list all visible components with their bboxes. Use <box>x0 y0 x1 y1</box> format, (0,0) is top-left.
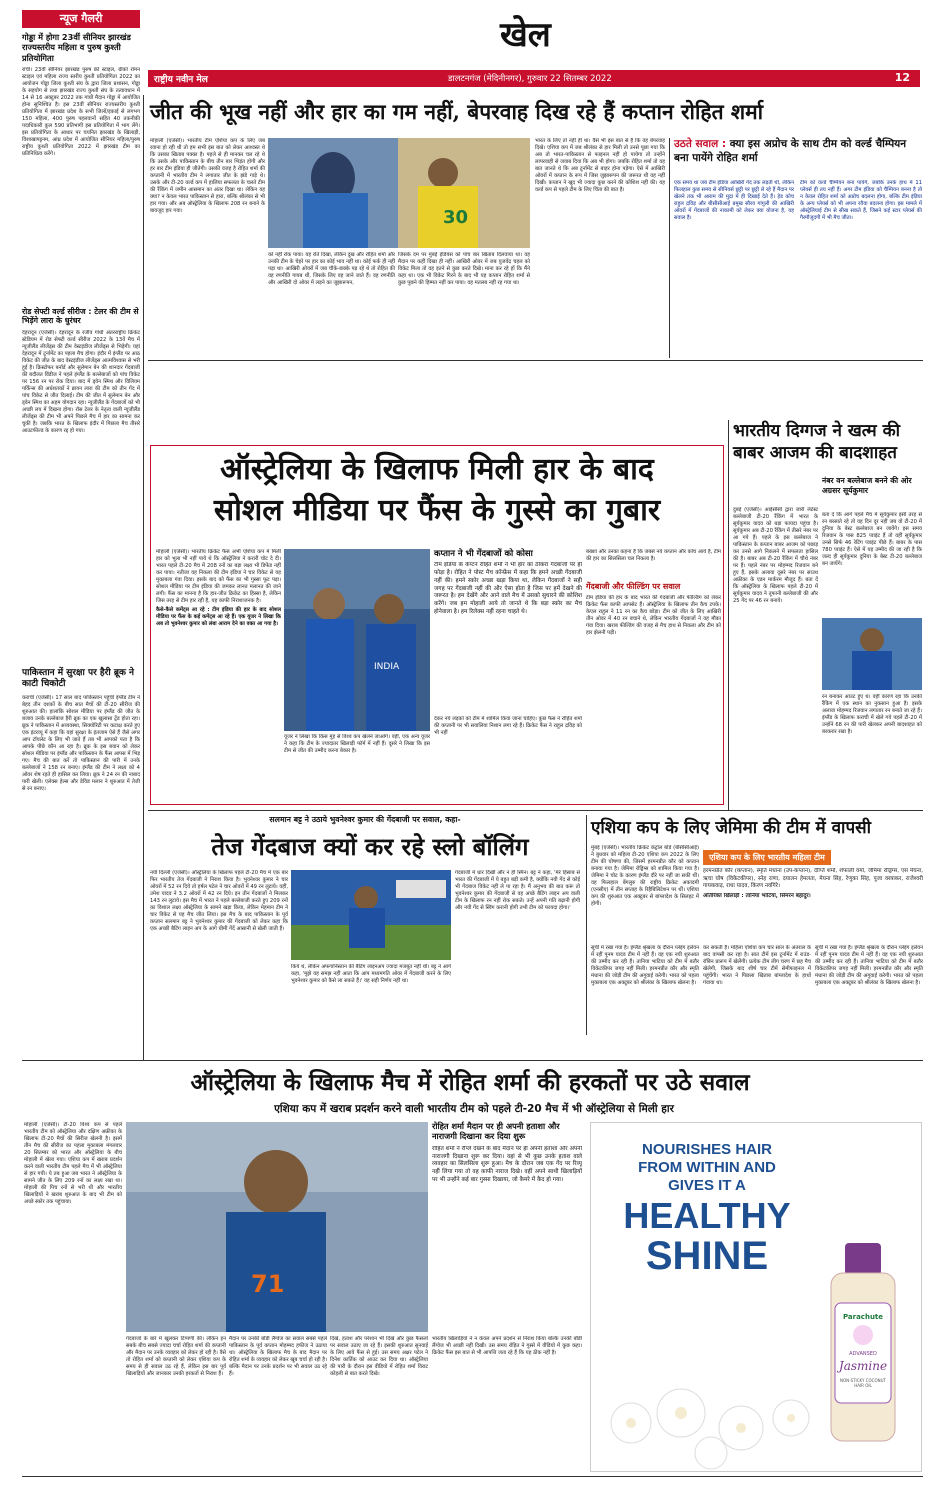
ad-headline: NOURISHES HAIR FROM WITHIN AND GIVES IT A HEALTHY SHINE <box>623 1141 791 1278</box>
jemimah-col4: सूची में रखा गया है। इंग्लैंड श्रृंखला के दौरान प्लेइंग इलेवन में रहीं पूनम यादव टीम में नहीं हैं। वह एक नयी शुरुआत की उम्मीद कर रही हैं। तानिया भाटिया को टीम में बतौर विकेटकीपर जगह नहीं मिली। हरमनप्रीत कौर और स्मृति मंधाना की जोड़ी टीम की अगुवाई करेगी। भारत को पहला मुकाबला एक अक्टूबर को श्रीलंका के खिलाफ खेलना है। <box>815 945 923 987</box>
babar-headline: भारतीय दिग्गज ने खत्म की बाबर आजम की बादशाहत <box>733 421 901 464</box>
bowling-col3: गेंदबाजी में धार दिखी और न ही स्पिन। बट्ट ने कहा, 'मेरे हिसाब से भारत की गेंदबाजी में ये बहुत बड़ी कमी है, क्योंकि नयी गेंद से कोई भी गेंदबाज विकेट नहीं ले पा रहा है। मैं अनुभव की बात करूं तो भुवनेश्वर कुमार की गेंदबाजी से वह अच्छे बैटिंग लाइन अप वाली टीम के खिलाफ रन नहीं रोक सकते। उन्हें अपनी गति बढ़ानी होगी और नयी गेंद से स्विंग करानी होगी तभी टीम को फायदा होगा।' <box>455 870 580 912</box>
india-team-box <box>703 845 923 941</box>
ad-label: NON-STICKY COCONUT HAIR OIL <box>840 1378 886 1388</box>
india-team-list: हरमनप्रीत कौर (कप्तान), स्मृति मंधाना (उप-कप्तान), दीप्ति शर्मा, शेफाली वर्मा, जेमिमा रोड्रिग्स, एस मेघना, ऋचा घोष (विकेटकीपर), स्नेह राणा, दयालन हेमलता, मेघना सिंह, रेणुका सिंह, पूजा वस्त्राकर, राजेश्वरी गायकवाड़, राधा यादव, किरण नवगिरे। <box>703 868 923 890</box>
story3-body: कराची (एजेंसी)। 17 साल बाद पाकिस्तान पहुंची इंग्लैंड टीम ने बेहद तीन दशकों के बीच सात मैचों की टी-20 सीरीज की शुरुआत की। हालांकि सोशल मीडिया पर इंग्लैंड की जीत के बजाय उनके बल्लेबाज हैरी ब्रूक का एक खुलासा ट्रेंड होता रहा। ब्रूक ने पाकिस्तान में अव्यवस्था, सिक्योरिटी पर कटाक्ष करते हुए एक इंटरव्यू में कहा कि यहां सुरक्षा के इंतजाम ऐसे हैं जैसे अगर आप टॉयलेट के लिए भी जाते हैं तब भी आपको पता है कि आपके पीछे कौन आ रहा है। ब्रूक के इस बयान को लेकर सोशल मीडिया पर इंग्लैंड और पाकिस्तान के फैंस आपस में भिड़ गए। मैच की बात करें तो पाकिस्तान की पारी में उनके बल्लेबाजों ने 158 रन बनाए। इंग्लैंड की टीम ने लक्ष्य को 4 ओवर शेष रहते ही हासिल कर लिया। ब्रूक ने 24 रन की नाबाद पारी खेली। एलेक्स हेल्स और डेविड मलान ने शुरुआत में तेजी से रन बनाए। <box>22 694 140 792</box>
lead-side-headline: क्या इस अप्रोच के साथ टीम को वर्ल्ड चैम्पियन बना पायेंगे रोहित शर्मा <box>674 138 907 164</box>
parachute-jasmine-ad <box>590 1122 922 1472</box>
lead-col3: जिसके दम पर मुंबई इंडियंस को पांच बार खिताब दिलवाया था। वह मैदान पर कहीं दिखा ही नहीं। आखिरी ओवर में जब युजवेंद्र चहल को विकेट मिला तो वह इतने से कुछ करते दिखे। माना कर रहे हों कि मैंने कहा था। एक भी विकेट गिरने के बाद भी यह कप्तान रोहित शर्मा से कुछ पूछने की हिम्मत नहीं कर पाया। वह मतलब नहीं रह गया था। <box>398 252 530 287</box>
rohit-col4: दिखे, हताश और परेशान भी दिखे और कुछ फैसलों पर सवाल उठाए जा रहे हैं। इसकी शुरुआत सुनवाई के लिए आये फैंस से हुई। उस समय अक्षर पटेल ने दिनेश कार्तिक को आउट कर दिया था। ऑस्ट्रेलिया की पारी के दौरान इस वीडियो में रोहित शर्मा विराट कोहली से बात करते दिखे। <box>330 1336 428 1378</box>
captain-box-body: टीम इंडिया के कैप्टन रोहित शर्मा ने भी हार का ठीकरा गेंदबाजों पर ही फोड़ा है। रोहित ने पोस्ट मैच कॉन्फ्रेंस में कहा कि हमने अच्छी गेंदबाजी नहीं की। हमने स्कोर अच्छा खड़ा किया था, लेकिन गेंदबाजों ने सही जगह पर गेंदबाजी नहीं की और ऐसा होता है जिस पर हमें देखने की जरूरत है। हम देखेंगे और आने वाले मैच में उसको सुधारने की कोशिश करेंगे। जब हम मोहाली आये तो जानते थे कि बड़ा स्कोर का मैच होनेवाला है। हम रिलेक्स नहीं रहना चाहते थे। <box>434 562 582 616</box>
team-india-photo <box>284 549 430 731</box>
jasmine-bottle <box>821 1243 905 1443</box>
lead-side-box <box>674 138 922 356</box>
lead-side-col1: एक समय था जब टीम इंडिया आखिरी गेंद तक लड़ती थी, लेकिन फिलहाल कुछ समय से सीनियर्स छुट्टी पर छुट्टी ले रहे हैं मैदान पर खेलने तक भी आराम की मुद्रा में ही दिखाई देते हैं। हेड कोच राहुल द्रविड़ और बीसीसीआई प्रमुख सौरव गांगुली की आखिरी ओवरों में गेंदबाजों की नाकामी को लेकर क्या योजना है, यह सवाल है। <box>674 180 794 222</box>
rohit-anger-body: रोहित शर्मा ने रीप्ले देखने के बाद मैदान पर ही अपनी हताशा और अपनी नाराजगी दिखाना शुरू कर दिया। वहां से भी कुछ उनके हताश वाले व्यवहार का सिलसिला शुरू हुआ। मैच के दौरान जब एक गेंद पर रिव्यू नहीं लिया गया तो वह काफी नाराज दिखे। वहीं अपने साथी खिलाड़ियों पर भी उन्होंने कई बार गुस्सा दिखाया, जो कैमरे में कैद हो गया। <box>432 1145 582 1183</box>
story1-body: रांची। 23वीं सीनियर झारखंड पुरुष फ्री स्टाइल, ग्रीको रोमन स्टाइल एवं महिला राज्य स्तरीय कुश्ती प्रतियोगिता 2022 का आयोजन गोड्डा जिला कुश्ती संघ के द्वारा जिला प्रशासन, गोड्डा के सहयोग से तथा झारखंड राज्य कुश्ती संघ के तत्वावधान में 14 से 16 अक्टूबर 2022 तक गांधी मैदान गोड्डा में आयोजित होना सुनिश्चित है। इस 23वीं सीनियर राज्यस्तरीय कुश्ती प्रतियोगिता में झारखंड प्रदेश के सभी जिलों/इकाई से लगभग 150 महिला, 400 पुरुष पहलवानों सहित 40 तकनीकी पदाधिकारी कुल 590 प्रतिभागी इस प्रतियोगिता में भाग लेंगे। इस प्रतियोगिता के आधार पर चयनित झारखंड के खिलाड़ी, विशाखापट्टनम, आंध्र प्रदेश में आयोजित सीनियर महिला/पुरुष राष्ट्रीय कुश्ती प्रतियोगिता 2022 में झारखंड टीम का प्रतिनिधित्व करेंगे। <box>22 66 140 157</box>
ad-brand: Parachute <box>842 1313 884 1321</box>
bhuvneshwar-photo <box>291 870 451 960</box>
rohit-anger-box <box>432 1122 582 1332</box>
svg-text:71: 71 <box>251 1270 285 1298</box>
svg-text:INDIA: INDIA <box>374 662 400 672</box>
rohit-sharma-photo <box>126 1122 428 1332</box>
svg-text:30: 30 <box>443 207 469 228</box>
dateline: डालटनगंज (मेदिनीनगर), गुरुवार 22 सितम्बर 2022 <box>448 74 612 84</box>
captain-box-head: कप्तान ने भी गेंदबाजों को कोसा <box>434 549 533 559</box>
lead-side-kicker: उठते सवाल : <box>674 138 727 150</box>
story2-head: रोड सेफ्टी वर्ल्ड सीरीज : टेलर की टीम से भिड़ेंगे लारा के धुरंधर <box>22 306 139 326</box>
section-title: खेल <box>500 15 551 55</box>
india-team-standby: अतिरिक्त खिलाड़ी : तानिया भाटिया, सिमरन बहादुर। <box>703 892 811 899</box>
date-bar <box>148 70 920 87</box>
rohit-col5: भारतीय खिलाड़ियों ने न केवल अपने प्रदर्शन से निराश किया बल्कि उनकी बॉडी लैंग्वेज भी अच्छी नहीं दिखी। उस समय रोहित ने गुस्से में वीडियो में कुछ कहा। क्रिकेट फैंस इस बात से भी आपत्ति जता रहे हैं कि यह ठीक नहीं है। <box>432 1336 582 1357</box>
rohit-anger-head: रोहित शर्मा मैदान पर ही अपनी हताशा और नाराजगी दिखाना कर दिया शुरू <box>432 1121 560 1141</box>
bowling-kicker: सलमान बट्ट ने उठाये भुवनेश्वर कुमार की गेंदबाजी पर सवाल, कहा- <box>269 815 461 824</box>
main-col3-sub: गेंदबाजी और फील्डिंग पर सवाल <box>586 582 681 591</box>
rohit-celebration-photo <box>268 138 530 248</box>
surya-photo <box>733 470 833 510</box>
jemimah-col3: कर सकती हैं। महिला एशिया कप चार साल के अंतराल के बाद वापसी कर रहा है। सात टीमें इस टूर्नामेंट में राउंड-रॉबिन प्रारूप में खेलेंगी। प्रत्येक टीम लीग चरण में छह मैच खेलेगी, जिसके बाद शीर्ष चार टीमें सेमीफाइनल में पहुंचेंगी। भारत ने पिछला खिताब बांग्लादेश के हाथों गंवाया था। <box>703 945 811 987</box>
jemimah-col2: सूची में रखा गया है। इंग्लैंड श्रृंखला के दौरान प्लेइंग इलेवन में रहीं पूनम यादव टीम में नहीं हैं। वह एक नयी शुरुआत की उम्मीद कर रही हैं। तानिया भाटिया को टीम में बतौर विकेटकीपर जगह नहीं मिली। हरमनप्रीत कौर और स्मृति मंधाना की जोड़ी टीम की अगुवाई करेगी। भारत को पहला मुकाबला एक अक्टूबर को श्रीलंका के खिलाफ खेलना है। <box>591 945 699 987</box>
rohit-kicker: एशिया कप में खराब प्रदर्शन करने वाली भारतीय टीम को पहले टी-20 मैच में भी ऑस्ट्रेलिया से मिली हार <box>274 1103 674 1115</box>
rohit-col3: मैदान पर उनकी बॉडी लैंग्वेज का सवाल सबसे पहले पाकिस्तान के पूर्व कप्तान मोहम्मद हफीज ने उठाया था। ऑस्ट्रेलिया के खिलाफ मैच के बाद मैदान पर रोहित शर्मा के व्यवहार को लेकर खूब चर्चा हो रही है। बल्कि मैदान पर उनके प्रदर्शन पर भी सवाल उठ रहे हैं। <box>229 1336 327 1378</box>
masthead <box>0 0 945 95</box>
rohit-col1: मोहाली (एजेंसी)। टी-20 विश्व कप से पहले भारतीय टीम को ऑस्ट्रेलिया और दक्षिण अफ्रीका के खिलाफ टी-20 मैचों की सिरीज खेलनी है। इसमें तीन मैच की सीरीज का पहला मुकाबला मंगलवार 20 सितम्बर को भारत और ऑस्ट्रेलिया के बीच मोहाली में खेला गया। एशिया कप में खराब प्रदर्शन करने वाली भारतीय टीम पहले मैच में भी ऑस्ट्रेलिया से हार गयी। ये तब हुआ जब भारत ने ऑस्ट्रेलिया के सामने जीत के लिए 209 रनों का लक्ष्य रखा था। मोहाली की पिच रनों से भरी थी और भारतीय खिलाड़ियों ने खराब शुरुआत के बाद भी टीम को अच्छे स्कोर तक पहुंचाया। <box>24 1122 122 1206</box>
main-col1-sub: कैसे-कैसे कमेंट्स आ रहे : टीम इंडिया की हार के बाद सोशल मीडिया पर फैंस के कई कमेंट्स आ रहे हैं। एक यूजर ने लिखा कि अब तो भुवनेश्वर कुमार को लंबा आराम देने का वक्त आ गया है। <box>156 607 281 628</box>
paper-name: राष्ट्रीय नवीन मेल <box>154 75 208 85</box>
india-team-head: एशिया कप के लिए भारतीय महिला टीम <box>703 850 831 865</box>
jasmine-flowers <box>591 1373 831 1472</box>
story2-body: देहरादून (एजेंसी)। देहरादून के रजीव गांधी अंतरराष्ट्रीय क्रिकेट स्टेडियम में रोड सेफ्टी वर्ल्ड सीरीज 2022 के 13वें मैच में न्यूजीलैंड लीजेंड्स की टीम वेस्टइंडीज लीजेंड्स से भिड़ेगी। यहां देहरादून में टूर्नामेंट का पहला मैच होगा। इंदौर में इंग्लैंड पर आठ विकेट की जीत के बाद वेस्टइंडीज लीजेंड्स आत्मविश्वास से भरी हुई है। क्रिस्टोफर बर्नार्ड और सुलेमान बेन की शानदार गेंदबाजी की बदौलत विंडीज ने पहले इंग्लैंड के बल्लेबाजों को पांच विकेट पर 156 रन पर रोक दिया। बाद में ड्वेन स्मिथ और विलियम पर्किन्स की अर्धशतकों ने ब्रायन लारा की टीम को तीन गेंद में पांच विकेट से जीत दिलाई। टीम की जीत में सुलेमान बेन और ड्वेन स्मिथ का अहम योगदान रहा। न्यूजीलैंड के गेंदबाजों को भी अच्छी लय में दिखना होगा। रॉस टेलर के नेतृत्व वाली न्यूजीलैंड लीजेंड्स की टीम भी अपने पिछले मैच में हार का सामना कर चुकी है। जबकि भारत के खिलाफ इंदौर में पिछला मैच तीसरे आउटफील्ड के कारण रद्द हो गया। <box>22 330 140 435</box>
bowling-col2: किये थे, लेकिन अफगानिस्तान की बैटिंग लाइनअप ज्यादा मजबूत नहीं थी। बट्ट ने आगे कहा, 'मुझे यह समझ नहीं आता कि आप मध्यमगति ओवर में गेंदबाजी करने के लिए भुवनेश्वर कुमार को कैसे ला सकते हैं।' वह सही निर्णय नहीं था। <box>291 964 451 985</box>
lead-headline: जीत की भूख नहीं और हार का गम नहीं, बेपरवाह दिख रहे हैं कप्तान रोहित शर्मा <box>150 99 764 124</box>
babar-sub: नंबर वन बल्लेबाज बनने की ओर अग्रसर सूर्यकुमार <box>822 476 912 495</box>
lead-side-col2: टीम को वर्ल्ड चैम्पियन बना पायेंगे, जबकि उनके हाथ में 11 प्लेयर्स ही तय नहीं हैं। अगर टीम इंडिया को चैम्पियन बनना है तो न केवल रोहित शर्मा को अप्रोच बदलना होगा, बल्कि टीम इंडिया के अन्य प्लेयर्स को भी अपना रवैया बदलना होगा। इस मामले में ऑस्ट्रेलियाई टीम से सीख सकते हैं, जिसने कई स्टार प्लेयर्स की गैरमौजूदगी में भी मैच जीता। <box>800 180 922 222</box>
babar-col3: रन बनाकर आउट हुए थे। वहीं कारण रहा कि उनकी रैंकिंग में एक स्थान का नुकसान हुआ है। इसके अलावा मोहम्मद रिजवान लगातार रन बनाते जा रहे हैं। इंग्लैंड के खिलाफ कराची में खेले गये पहले टी-20 में उन्होंने 68 रन की पारी खेलकर अपनी बादशाहत को बरकरार रखा है। <box>822 694 922 736</box>
jemimah-headline: एशिया कप के लिए जेमिमा की टीम में वापसी <box>591 818 871 838</box>
ad-product-sub: ADVANSED <box>849 1351 877 1357</box>
babar-col1: दुबई (एजेंसी)। आईसीसी द्वारा जारी लेटेस्ट बल्लेबाजी टी-20 रैंकिंग में भारत के सूर्यकुमार यादव को बड़ा फायदा पहुंचा है। सूर्यकुमार अब टी-20 रैंकिंग में तीसरे नंबर पर आ गये हैं। पहले के इस बल्लेबाज ने पाकिस्तान के कप्तान बाबर आजम को पछाड़ कर उनसे आगे निकलने में सफलता हासिल की है। बाबर अब टी-20 रैंकिंग में चौथे नंबर पर हैं। पहले नंबर पर मोहम्मद रिजवान बने हुए हैं, इसके अलावा दूसरे नंबर पर साउथ अफ्रीका के एडन मार्करम मौजूद हैं। बता दें कि ऑस्ट्रेलिया के खिलाफ पहले टी-20 में सूर्यकुमार यादव ने तूफानी बल्लेबाजी की और 25 गेंद पर 46 रन बनाये। <box>733 507 818 605</box>
main-col3-body: टीम इंडिया की हार के बाद भारत की गेंदबाजी और फील्डिंग को लेकर क्रिकेट फैंस काफी आपसेट हैं। ऑस्ट्रेलिया के खिलाफ तीन कैच टपके। केएल राहुल ने 11 रन का कैच छोड़ा। टीम को जीत के लिए आखिरी तीन ओवर में 40 रन बचाने थे, लेकिन भारतीय गेंदबाजों ने वह मौका गंवा दिया। खराब फील्डिंग की वजह से मैच हाथ से निकला और टीम को हार झेलनी पड़ी। <box>586 594 721 636</box>
jemimah-col1: मुंबई (एजेंसी)। भारतीय क्रिकेट कंट्रोल बोर्ड (बीसीसीआई) ने बुधवार को महिला टी-20 एशिया कप 2022 के लिए टीम की घोषणा की, जिसमें हरमनप्रीत कौर को कप्तान बनाया गया है। जेमिमा रोड्रिग्स को शामिल किया गया है। जेमिमा ने चोट के कारण इंग्लैंड दौरे पर नहीं जा सकी थीं। वह फिलहाल बेंगलुरु की राष्ट्रीय क्रिकेट अकादमी (एनसीए) में तीन सप्ताह के रिहैबिलिटेशन पर थीं। एशिया कप की शुरुआत एक अक्टूबर से बांग्लादेश के सिलहट में होगी। <box>591 845 699 908</box>
lead-col1: मोहाली (एजेंसी)। भारतीय टीम एशिया कप के लिए जब रवाना हो रही थी तो हम सभी इस बात को लेकर आश्वस्त थे कि उसका खिताब पक्का है। पहले से ही मानकर चल रहे थे कि उसके और पाकिस्तान के बीच तीन बार भिड़ंत होगी और हर बार टीम इंडिया ही जीतेगी। उसकी वजह है रोहित शर्मा की कप्तानी में भारतीय टीम ने लगातार जीत के झंडे गाड़े थे। उसके और टी-20 वर्ल्ड कप में हालिया सफलता के चलते टीम की रैंकिंग में जमीन आसमान का अंतर दिखा था। लेकिन यह क्या? न केवल भारत पाकिस्तान से हारा, बल्कि श्रीलंका से भी हार गया। और अब ऑस्ट्रेलिया के खिलाफ 208 रन बनाने के बावजूद हार गया। <box>150 138 265 215</box>
main-col1: मोहाली (एजेंसी)। भारतीय क्रिकेट फैंस अभी एशिया कप में मिली हार को भूला भी नहीं पाये थे कि ऑस्ट्रेलिया ने करारी चोट दे दी। भारत पहले टी-20 मैच में 208 रनों का बड़ा लक्ष्य भी डिफेंड नहीं कर पाया। नतीजा यह निकला की टीम इंडिया ने चार विकेट से यह मुकाबला गंवा दिया। इसके बाद को फैंस का भी गुस्सा फूट पड़ा। सोशल मीडिया पर टीम इंडिया की जमकर लानत मलानत की जाने लगी। फैंस का मानना है कि हार-जीत क्रिकेट का हिस्सा है, लेकिन जिस तरह से टीम हार रही है, यह काफी निराशाजनक है। कैसे-कैसे कमेंट्स आ रहे : टीम इंडिया की हार के बाद सोशल मीडिया पर फैंस के कई कमेंट्स आ रहे हैं। एक यूजर ने लिखा कि अब तो भुवनेश्वर कुमार को लंबा आराम देने का वक्त आ गया है। <box>156 549 281 628</box>
main-headline-line1: ऑस्ट्रेलिया के खिलाफ मिली हार के बाद <box>220 452 654 487</box>
lead-col2: को नहीं रोक पाया। यह रोते दिखा, लेकिन दुख और रोहित शर्मा और उनकी टीम के चेहरे पर हार का कोई भाव नहीं था। कोई फर्क ही नहीं पड़ा था। आखिरी ओवरों में जब चौके-छक्के पड़ रहे थे तो रोहित की वह रणनीति गायब थी, जिसके लिए वह जाने जाते हैं। वह रणनीति और आखिरी दो ओवर में लड़ने का जुझारूपन, <box>268 252 395 287</box>
sidebar-title: न्यूज गैलरी <box>22 10 140 28</box>
rohit-headline: ऑस्ट्रेलिया के खिलाफ मैच में रोहित शर्मा की हरकतों पर उठे सवाल <box>190 1069 750 1096</box>
captain-box <box>434 549 582 804</box>
bowling-headline: तेज गेंदबाज क्यों कर रहे स्लो बॉलिंग <box>211 832 529 861</box>
main-col3: बख्शा और उनका कहना है कि जबसे नये कप्तान और कोच आये हैं, टीम की हार का सिलसिला चल निकला है। गेंदबाजी और फील्डिंग पर सवाल टीम इंडिया की हार के बाद भारत की गेंदबाजी और फील्डिंग को लेकर क्रिकेट फैंस काफी आपसेट हैं। ऑस्ट्रेलिया के खिलाफ तीन कैच टपके। केएल राहुल ने 11 रन का कैच छोड़ा। टीम को जीत के लिए आखिरी तीन ओवर में 40 रन बचाने थे, लेकिन भारतीय गेंदबाजों ने वह मौका गंवा दिया। खराब फील्डिंग की वजह से मैच हाथ से निकला और टीम को हार झेलनी पड़ी। <box>586 549 721 804</box>
page-number: 12 <box>894 71 910 84</box>
ad-product: Jasmine <box>838 1359 888 1373</box>
lead-col4: भारत के लिए तो नहीं ही था। वैसे भी इस बात से है कि वह बेपरवाह दिखे। एशिया कप में जब श्रीलंका से हार मिली तो उनसे पूछा गया कि अब तो भारत-पाकिस्तान से फाइनल नहीं हो पायेगा तो उन्होंने लापरवाही से जवाब दिया कि अब भी होगा। जबकि रोहित शर्मा तो यह बात जानते थे कि अब टूर्नामेंट से बाहर होना पड़ेगा। ऐसे में आखिरी ओवरों में कप्तान के रूप में जिस जुझारूपन की जरूरत थी वह नहीं दिखी। कप्तान ने खुद भी ज्यादा कुछ करने की कोशिश नहीं की। यह वर्ल्ड कप से पहले टीम के लिए चिंता की बात है। <box>535 138 665 194</box>
main-story-headline <box>152 450 722 531</box>
main-col2: यूजर ने लिखा कि किस मुंह से विश्व कप खेलने जाओगे। वहीं, एक अन्य यूजर ने कहा कि टीम के ज्यादातर खिलाड़ी फॉर्म में नहीं हैं। दूसरे ने लिखा कि इस टीम से जीत की उम्मीद करना बेकार है। <box>284 734 430 755</box>
babar-col2: बता दें कि आगे पहले मैच में सूर्यकुमार इसी तरह से रन बरसाते रहे तो वह दिन दूर नहीं जब वो टी-20 में दुनिया के बेस्ट बल्लेबाज बन जायेंगे। इस समय रिजवान के पास 825 प्वाइंट हैं तो वहीं सूर्यकुमार उनसे सिर्फ 46 रेटिंग प्वाइंट पीछे हैं। बाबर के पास 780 प्वाइंट हैं। ऐसे में यह उम्मीद की जा रही है कि जल्द ही सूर्यकुमार दुनिया के बेस्ट टी-20 बल्लेबाज बन जायेंगे। <box>822 512 922 568</box>
story3-head: पाकिस्तान में सुरक्षा पर हैरी ब्रूक ने काटी चिकोटी <box>22 668 135 690</box>
suryakumar-photo <box>822 618 922 690</box>
bowling-col1: नयी दिल्ली (एजेंसी)। ऑस्ट्रेलिया के खिलाफ पहले टी-20 मैच में एक बार फिर भारतीय तेज गेंदबाजी ने निराश किया है। भुवनेश्वर कुमार ने चार ओवरों में 52 रन दिये तो हर्षल पटेल ने चार ओवरों में 49 रन लुटाये। वहीं, उमेश यादव ने 3.2 ओवरों में 42 रन दिये। इन तीन गेंदबाजों ने मिलकर 143 रन लुटाये। इस मैच में भारत ने पहले बल्लेबाजी करते हुए 209 रनों का विशाल लक्ष्य ऑस्ट्रेलिया के सामने खड़ा किया, लेकिन मेहमान टीम ने चार विकेट से यह मैच जीत लिया। इस मैच के बाद पाकिस्तान के पूर्व कप्तान सलमान बट्ट ने भुवनेश्वर कुमार की गेंदबाजी को लेकर कहा कि एक अच्छी बैटिंग लाइन अप के आगे धीमी गेंदें आसानी से खेली जाती हैं। <box>150 870 288 933</box>
main-headline-line2: सोशल मीडिया पर फैंस के गुस्से का गुबार <box>213 492 661 528</box>
captain-box-tail: देकर नये लड़कों को टीम में शामिल किया जाना चाहिए। कुछ फैंस ने रोहित शर्मा की कप्तानी पर भी सवालिया निशान लगा रहे हैं। क्रिकेट फैंस ने राहुल द्रविड़ को भी नहीं <box>434 716 582 737</box>
news-gallery-sidebar <box>22 10 140 1060</box>
story1-head: गोड्डा में होगा 23वीं सीनियर झारखंड राज्यस्तरीय महिला व पुरुष कुश्ती प्रतियोगिता <box>22 32 131 63</box>
rohit-col2: गेंदबाजों के बारे में खुलकर टिप्पणी की। लेकिन इन सबके बीच सबसे ज्यादा चर्चा रोहित शर्मा की कप्तानी और मैदान पर उनके व्यवहार को लेकर हो रही है। वैसे तो रोहित शर्मा को कप्तानी को लेकर एशिया कप के समय से ही सवाल उठ रहे हैं, लेकिन इस बार पूर्व खिलाड़ियों और जानकार उनकी हरकतों से निराश हैं। <box>126 1336 226 1378</box>
